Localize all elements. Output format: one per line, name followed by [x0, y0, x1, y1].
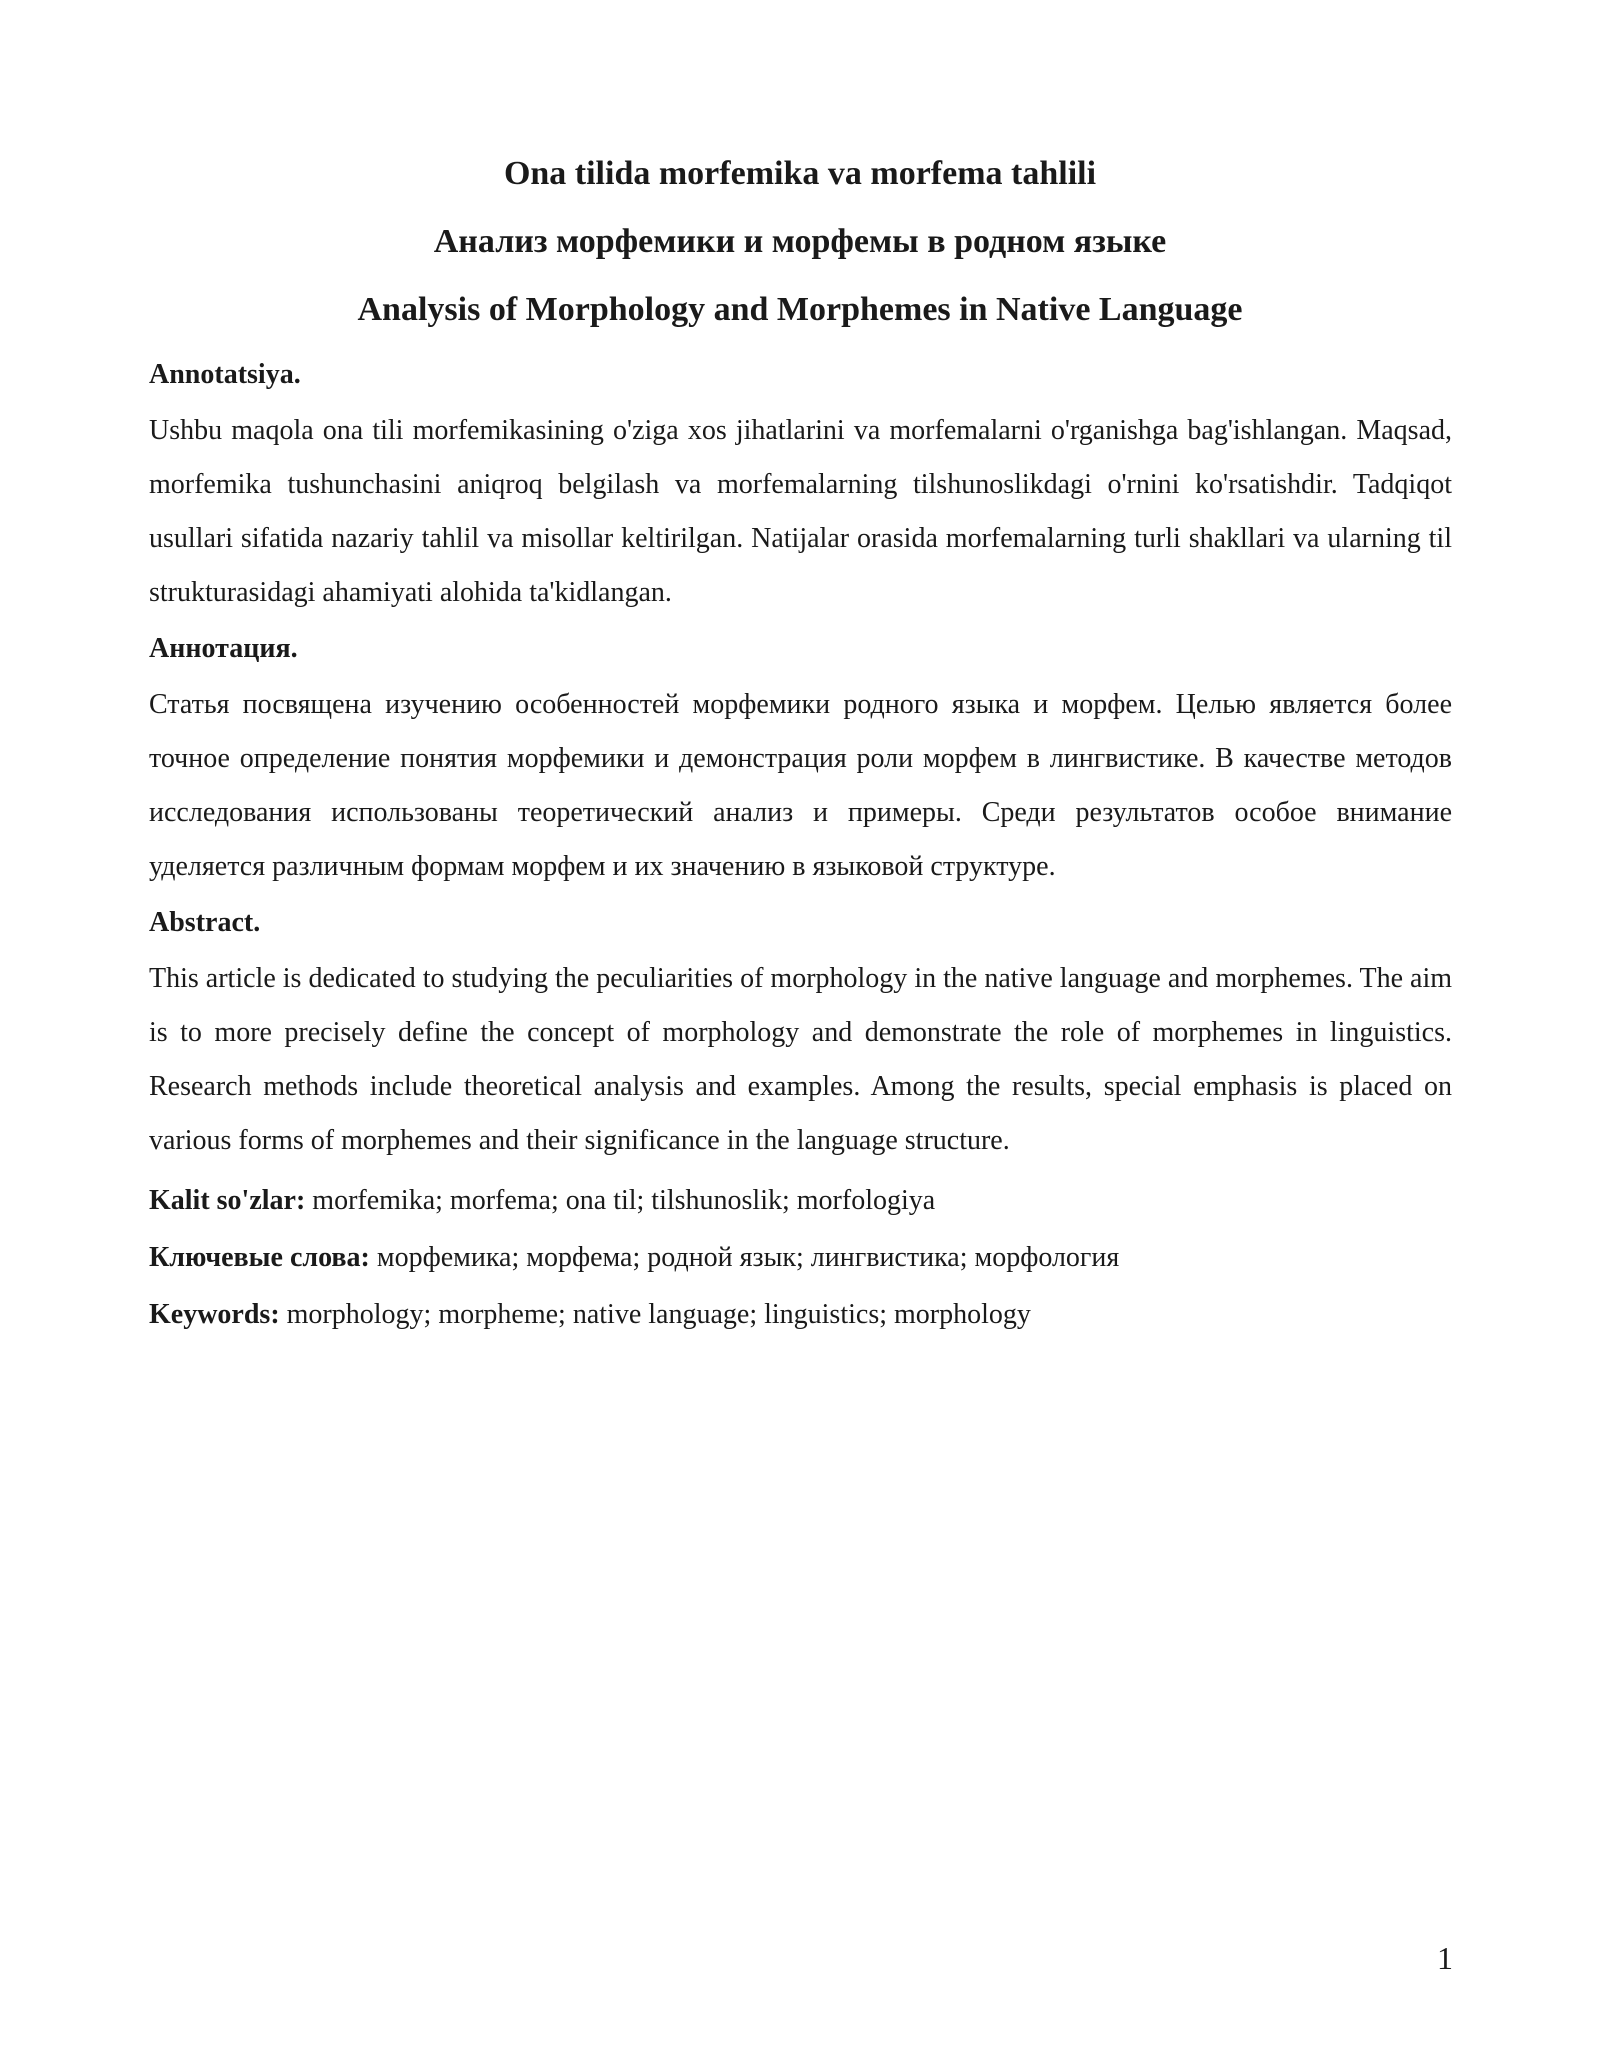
title-uzbek: Ona tilida morfemika va morfema tahlili: [503, 155, 1097, 192]
page-number: 1: [1437, 1940, 1453, 1976]
keywords-ru: [149, 1229, 1452, 1286]
abstract-en-heading: Abstract.: [149, 907, 261, 938]
abstract-en-text: This article is dedicated to studying the peculiarities of morphology in the native language and morphemes. The aim is to more precisely define the concept of morphology and demonstrate the role of morphemes in linguistics. Research methods include theoretical analysis and examples. Among the results, special emphasis is placed on various forms of morphemes and their significance in the language structure.: [149, 963, 1452, 1156]
keywords-en-label: Keywords:: [149, 1299, 280, 1330]
keywords-ru-value: морфемика; морфема; родной язык; лингвистика; морфология: [376, 1242, 1120, 1273]
abstracts-section: [149, 350, 1452, 1343]
title-english: Analysis of Morphology and Morphemes in Native Language: [357, 291, 1243, 328]
title-block: [0, 140, 1600, 344]
keywords-ru-label: Ключевые слова:: [149, 1242, 370, 1273]
keywords-uz-value: morfemika; morfema; ona til; tilshunoslik; morfologiya: [312, 1185, 936, 1216]
keywords-en: [149, 1286, 1452, 1343]
title-russian: Анализ морфемики и морфемы в родном языке: [433, 223, 1167, 260]
keywords-uz-label: Kalit so'zlar:: [149, 1185, 306, 1216]
annotation-ru-heading: Аннотация.: [149, 633, 298, 664]
keywords-uz: [149, 1172, 1452, 1229]
keywords-en-value: morphology; morpheme; native language; linguistics; morphology: [286, 1299, 1031, 1330]
annotation-uz-heading: Annotatsiya.: [149, 359, 301, 390]
annotation-ru-text: Статья посвящена изучению особенностей морфемики родного языка и морфем. Целью является более точное определение понятия морфемики и демонстрация роли морфем в лингвистике. В качестве методов исследования использованы теоретический анализ и примеры. Среди результатов особое внимание уделяется различным формам морфем и их значению в языковой структуре.: [149, 689, 1452, 882]
annotation-uz-text: Ushbu maqola ona tili morfemikasining o'ziga xos jihatlarini va morfemalarni o'rganishga bag'ishlangan. Maqsad, morfemika tushunchasini aniqroq belgilash va morfemalarning tilshunoslikdagi o'rnini ko'rsatishdir. Tadqiqot usullari sifatida nazariy tahlil va misollar keltirilgan. Natijalar orasida morfemalarning turli shakllari va ularning til strukturasidagi ahamiyati alohida ta'kidlangan.: [149, 415, 1452, 608]
